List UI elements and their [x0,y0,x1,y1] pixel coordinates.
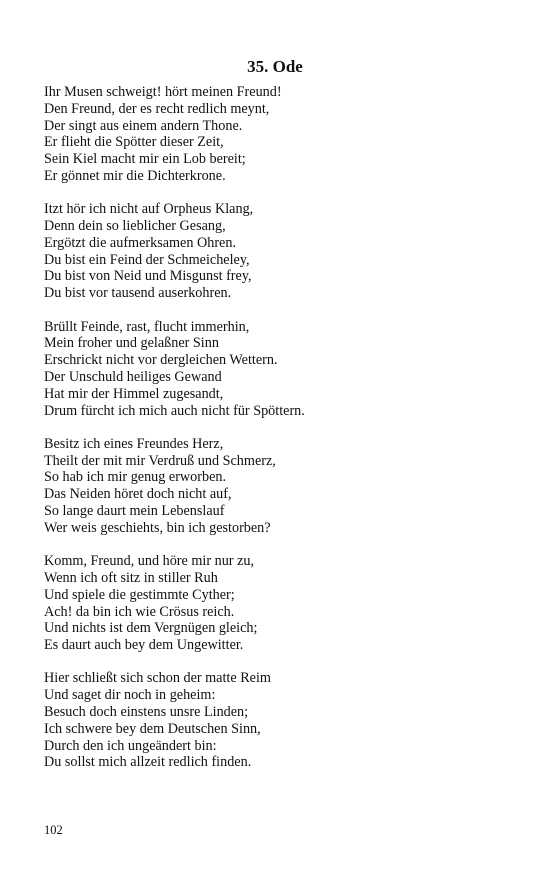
poem-line: Mein froher und gelaßner Sinn [44,335,219,352]
poem-line: Er flieht die Spötter dieser Zeit, [44,134,224,151]
poem-line: Du sollst mich allzeit redlich finden. [44,754,252,771]
poem-line: So lange daurt mein Lebenslauf [44,503,225,520]
stanza [44,319,514,420]
poem-line: Hier schließt sich schon der matte Reim [44,670,271,687]
stanza [44,553,514,654]
poem-line: Ich schwere bey dem Deutschen Sinn, [44,720,261,737]
poem-line: Den Freund, der es recht redlich meynt, [44,100,270,117]
poem-line: Er gönnet mir die Dichterkrone. [44,167,226,184]
poem-line: Du bist von Neid und Misgunst frey, [44,268,252,285]
poem-line: Und spiele die gestimmte Cyther; [44,586,235,603]
poem-line: Du bist ein Feind der Schmeicheley, [44,251,250,268]
poem-line: Ihr Musen schweigt! hört meinen Freund! [44,84,282,100]
poem-line: Hat mir der Himmel zugesandt, [44,385,224,402]
poem-line: Das Neiden höret doch nicht auf, [44,486,232,503]
poem-line: So hab ich mir genug erworben. [44,469,227,486]
poem-line: Komm, Freund, und höre mir nur zu, [44,553,255,570]
poem-line: Theilt der mit mir Verdruß und Schmerz, [44,452,276,469]
stanza [44,436,514,537]
poem-line: Erschrickt nicht vor dergleichen Wettern. [44,352,278,369]
poem-line: Und nichts ist dem Vergnügen gleich; [44,620,258,637]
poem-line: Wer weis geschiehts, bin ich gestorben? [44,519,271,536]
stanza [44,84,514,185]
poem-line: Ach! da bin ich wie Crösus reich. [44,603,235,620]
poem-line: Der singt aus einem andern Thone. [44,117,243,134]
page-number: 102 [44,823,63,837]
poem-line: Es daurt auch bey dem Ungewitter. [44,637,244,654]
poem-line: Ergötzt die aufmerksamen Ohren. [44,234,236,251]
poem-line: Du bist vor tausend auserkohren. [44,285,232,302]
poem-line: Und saget dir noch in geheim: [44,687,216,704]
poem-line: Durch den ich ungeändert bin: [44,737,217,754]
stanza [44,201,514,302]
poem-body [44,84,514,788]
poem-line: Denn dein so lieblicher Gesang, [44,218,226,235]
poem-line: Besitz ich eines Freundes Herz, [44,435,224,452]
stanza [44,670,514,771]
poem-title: 35. Ode [247,57,303,76]
poem-line: Wenn ich oft sitz in stiller Ruh [44,569,218,586]
poem-line: Drum fürcht ich mich auch nicht für Spöttern. [44,402,305,419]
poem-line: Itzt hör ich nicht auf Orpheus Klang, [44,201,254,218]
poem-line: Besuch doch einstens unsre Linden; [44,704,249,720]
poem-line: Sein Kiel macht mir ein Lob bereit; [44,151,246,168]
poem-line: Der Unschuld heiliges Gewand [44,368,222,385]
poem-line: Brüllt Feinde, rast, flucht immerhin, [44,318,250,335]
